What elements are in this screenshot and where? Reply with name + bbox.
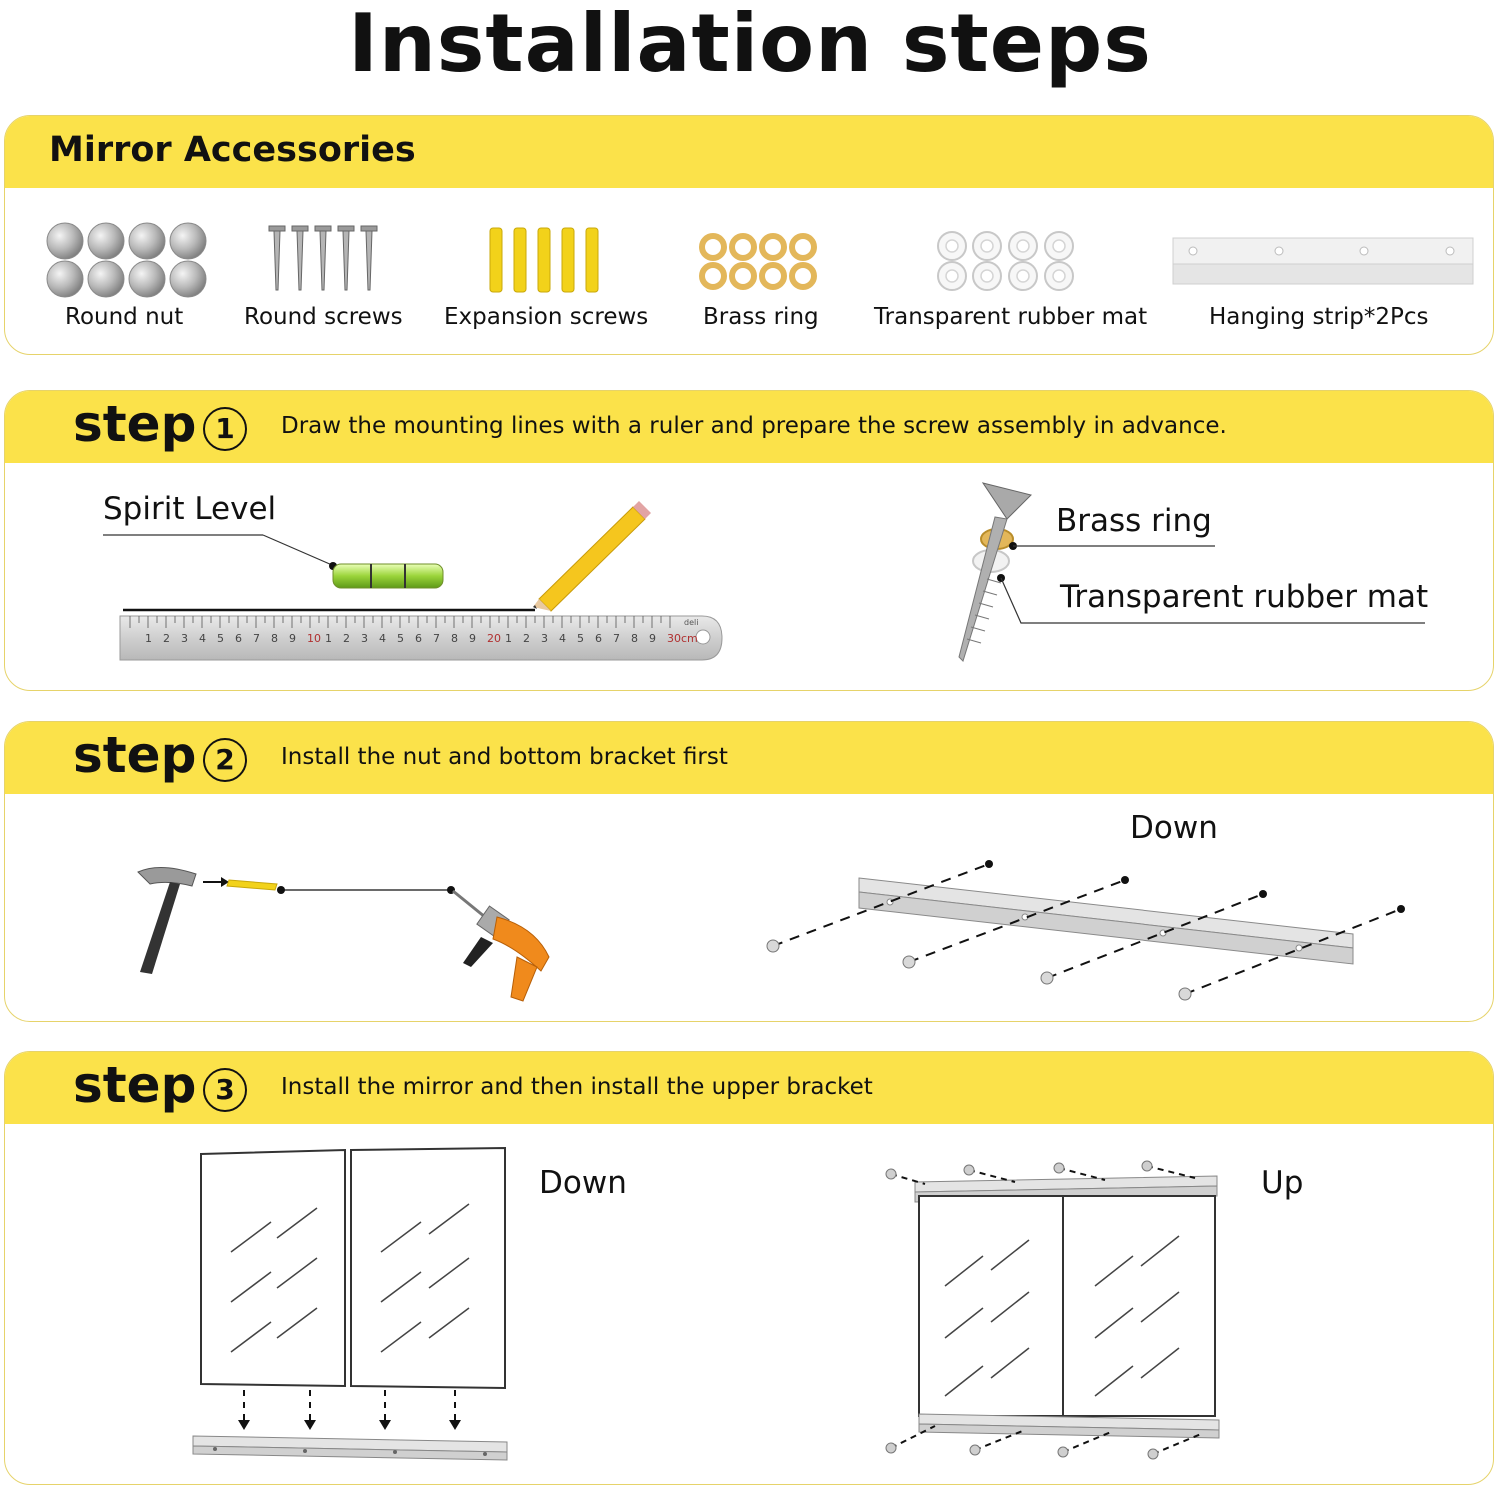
ruler-mark-label: 9 [469,632,476,645]
ruler-mark-label: 3 [361,632,368,645]
ruler-mark-label: 9 [649,632,656,645]
accessories-heading: Mirror Accessories [49,130,416,170]
ruler-mark-label: 1 [325,632,332,645]
screw-icon [265,226,380,296]
ruler-brand: deli [684,618,699,627]
step-2-word: step [73,726,197,784]
ruler-mark-label: 5 [577,632,584,645]
step-2-panel [4,721,1494,1022]
step-3-up-label: Up [1261,1165,1304,1201]
ruler-mark-label: 1 [145,632,152,645]
rubber-mat-icon [935,229,1080,295]
expansion-screw-icon [487,226,607,296]
connector-line [275,882,465,902]
accessory-label-expansion-screws: Expansion screws [444,304,649,330]
ruler-mark-label: 2 [523,632,530,645]
ruler-mark-label: 9 [289,632,296,645]
ruler-mark-label: 5 [397,632,404,645]
ruler-mark-label: 6 [235,632,242,645]
ruler-mark-label: 10 [307,632,321,645]
step-3-instruction: Install the mirror and then install the upper bracket [281,1074,873,1100]
page-title: Installation steps [348,0,1152,90]
accessory-label-rubber-mat: Transparent rubber mat [874,304,1148,330]
ruler-mark-label: 6 [595,632,602,645]
drill-icon [445,887,565,1007]
ruler-mark-label: 2 [163,632,170,645]
ruler-mark-label: 4 [559,632,566,645]
accessories-header [5,116,1493,188]
accessory-label-round-screws: Round screws [244,304,403,330]
step-1-word: step [73,395,197,453]
hammer-icon [130,862,210,982]
mirror-up-diagram [875,1152,1235,1472]
accessory-label-round-nut: Round nut [65,304,184,330]
ruler-mark-label: 7 [613,632,620,645]
hanging-strip-icon [1173,238,1475,286]
ruler-mark-label: 2 [343,632,350,645]
ruler-mark-label: 8 [451,632,458,645]
rubber-mat-callout: Transparent rubber mat [1060,579,1429,615]
step-2-down-label: Down [1130,810,1218,846]
step-3-panel [4,1051,1494,1485]
step-1-number: 1 [203,407,247,451]
ruler-mark-label: 7 [433,632,440,645]
ruler-mark-label: 30cm [667,632,698,645]
round-nut-icon [45,221,210,301]
ruler-mark-label: 3 [541,632,548,645]
step-3-word: step [73,1056,197,1114]
spirit-level-label: Spirit Level [103,491,277,527]
ruler-mark-label: 1 [505,632,512,645]
step-3-number: 3 [203,1068,247,1112]
accessories-panel [4,115,1494,355]
step-3-header [5,1052,1493,1124]
ruler-icon [120,616,724,662]
step-3-down-label: Down [539,1165,627,1201]
accessory-label-hanging-strip: Hanging strip*2Pcs [1209,304,1429,330]
step-2-instruction: Install the nut and bottom bracket first [281,744,728,770]
bottom-bracket-diagram [755,852,1435,1022]
ruler-mark-label: 20 [487,632,501,645]
ruler-mark-label: 7 [253,632,260,645]
step-1-panel [4,390,1494,691]
ruler-mark-label: 5 [217,632,224,645]
ruler-mark-label: 4 [199,632,206,645]
ruler-mark-label: 3 [181,632,188,645]
ruler-mark-label: 6 [415,632,422,645]
ruler-mark-label: 8 [271,632,278,645]
ruler-mark-label: 8 [631,632,638,645]
brass-ring-callout: Brass ring [1056,503,1212,539]
mirror-down-diagram [185,1142,525,1472]
accessory-label-brass-ring: Brass ring [703,304,819,330]
pencil-icon [525,499,655,611]
ruler-mark-label: 4 [379,632,386,645]
step-2-header [5,722,1493,794]
brass-ring-icon [697,231,822,293]
step-1-instruction: Draw the mounting lines with a ruler and prepare the screw assembly in advance. [281,413,1227,439]
step-2-number: 2 [203,738,247,782]
